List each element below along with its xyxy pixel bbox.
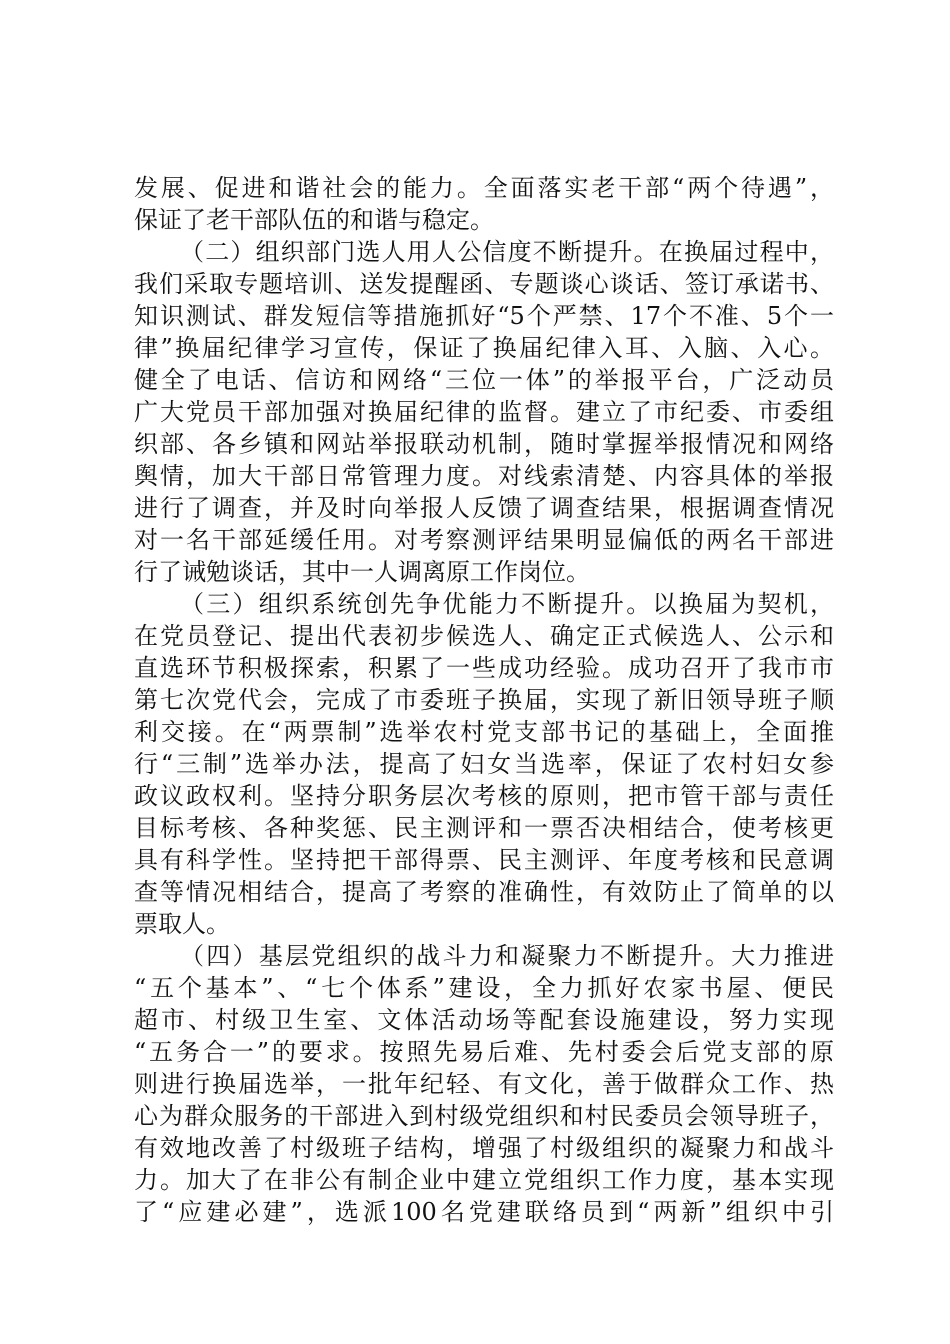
text-line: 则进行换届选举，一批年纪轻、有文化，善于做群众工作、热 [134,1070,834,1098]
text-line: 票取人。 [134,910,230,938]
text-line: 超市、村级卫生室、文体活动场等配套设施建设，努力实现 [134,1006,834,1034]
text-line: 第七次党代会，完成了市委班子换届，实现了新旧领导班子顺 [134,686,834,714]
text-line: 利交接。在“两票制”选举农村党支部书记的基础上，全面推 [134,718,834,746]
text-line: “五务合一”的要求。按照先易后难、先村委会后党支部的原 [134,1038,834,1066]
text-line: 有效地改善了村级班子结构，增强了村级组织的凝聚力和战斗 [134,1134,834,1162]
text-line: 对一名干部延缓任用。对考察测评结果明显偏低的两名干部进 [134,526,834,554]
text-line: 行“三制”选举办法，提高了妇女当选率，保证了农村妇女参 [134,750,834,778]
text-line: 直选环节积极探索，积累了一些成功经验。成功召开了我市市 [134,654,834,682]
text-line: 了“应建必建”，选派100名党建联络员到“两新”组织中引 [134,1198,834,1226]
text-line: 广大党员干部加强对换届纪律的监督。建立了市纪委、市委组 [134,398,834,426]
paragraph [134,236,834,588]
text-line: 发展、促进和谐社会的能力。全面落实老干部“两个待遇”， [134,174,834,202]
paragraph [134,172,834,236]
text-line: “五个基本”、“七个体系”建设，全力抓好农家书屋、便民 [134,974,834,1002]
text-line: 健全了电话、信访和网络“三位一体”的举报平台，广泛动员 [134,366,834,394]
text-line: （三）组织系统创先争优能力不断提升。以换届为契机， [180,590,834,618]
text-line: 具有科学性。坚持把干部得票、民主测评、年度考核和民意调 [134,846,834,874]
text-line: 政议政权利。坚持分职务层次考核的原则，把市管干部与责任 [134,782,834,810]
text-line: 舆情，加大干部日常管理力度。对线索清楚、内容具体的举报 [134,462,834,490]
text-line: 保证了老干部队伍的和谐与稳定。 [134,206,494,234]
text-line: 我们采取专题培训、送发提醒函、专题谈心谈话、签订承诺书、 [134,270,834,298]
text-line: （二）组织部门选人用人公信度不断提升。在换届过程中， [180,238,834,266]
text-line: 律”换届纪律学习宣传，保证了换届纪律入耳、入脑、入心。 [134,334,834,362]
text-line: 知识测试、群发短信等措施抓好“5个严禁、17个不准、5个一 [134,302,834,330]
text-line: 进行了调查，并及时向举报人反馈了调查结果，根据调查情况 [134,494,834,522]
text-line: 力。加大了在非公有制企业中建立党组织工作力度，基本实现 [134,1166,834,1194]
paragraph [134,940,834,1228]
text-line: 查等情况相结合，提高了考察的准确性，有效防止了简单的以 [134,878,834,906]
text-line: 在党员登记、提出代表初步候选人、确定正式候选人、公示和 [134,622,834,650]
text-line: 行了诫勉谈话，其中一人调离原工作岗位。 [134,558,590,586]
text-line: 心为群众服务的干部进入到村级党组织和村民委员会领导班子， [134,1102,834,1130]
document-body [134,172,834,1228]
paragraph [134,588,834,940]
text-line: （四）基层党组织的战斗力和凝聚力不断提升。大力推进 [180,942,834,970]
text-line: 目标考核、各种奖惩、民主测评和一票否决相结合，使考核更 [134,814,834,842]
text-line: 织部、各乡镇和网站举报联动机制，随时掌握举报情况和网络 [134,430,834,458]
